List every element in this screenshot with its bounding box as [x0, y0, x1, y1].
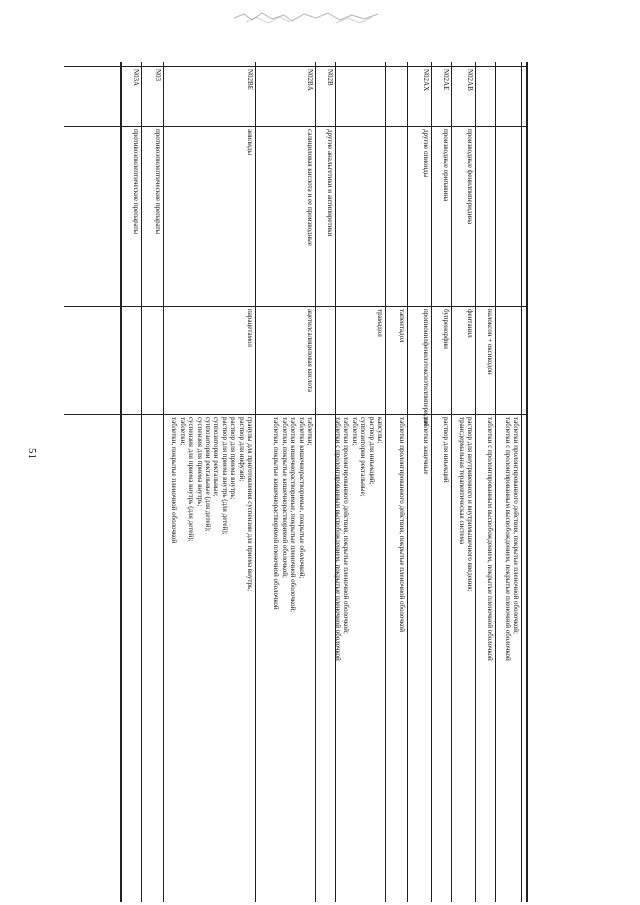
dosage-forms-cell	[432, 414, 452, 902]
group-cell	[476, 126, 496, 306]
substance-cell: бупренорфин	[442, 309, 450, 349]
substance-cell	[522, 306, 528, 414]
table-row	[408, 62, 432, 902]
code-cell: N03A	[132, 69, 140, 87]
table-row	[452, 62, 476, 902]
dosage-forms-cell	[452, 414, 476, 902]
dosage-form-line: таблетки;	[178, 417, 187, 446]
substance-cell	[122, 306, 142, 414]
dosage-form-line: таблетки защечные	[422, 417, 430, 475]
dosage-form-line: таблетки пролонгированного действия, покрытые пленочной оболочкой	[398, 417, 406, 633]
dosage-forms-cell	[476, 414, 496, 902]
column-divider	[64, 126, 528, 127]
dosage-forms-cell	[333, 414, 386, 902]
group-cell	[522, 126, 528, 306]
column-divider	[64, 306, 528, 307]
dosage-form-line: таблетки пролонгированного действия, покрытые пленочной оболочкой;	[342, 417, 351, 634]
substance-cell: трамадол	[376, 309, 384, 337]
group-cell: производные орипавина	[442, 129, 450, 202]
group-cell	[336, 126, 386, 306]
substance-cell: тапентадол	[398, 309, 406, 343]
code-cell: N02B	[326, 69, 334, 86]
group-cell	[386, 126, 408, 306]
dosage-form-line: таблетки кишечнорастворимые, покрытые оболочкой;	[297, 417, 306, 579]
code-cell	[476, 66, 496, 126]
group-cell: производные фенилпиперидина	[466, 129, 474, 225]
dosage-forms-cell	[164, 414, 256, 902]
dosage-form-line: капсулы;	[376, 417, 384, 444]
table-row	[432, 62, 452, 902]
dosage-forms-cell	[122, 414, 142, 902]
dosage-form-line: трансдермальная терапевтическая система	[457, 417, 466, 545]
dosage-form-line: таблетки с пролонгированным высвобождением, покрытые пленочной оболочкой	[333, 417, 342, 661]
dosage-form-line: таблетки пролонгированного действия, покрытые пленочной оболочкой;	[512, 417, 520, 634]
column-divider	[64, 414, 528, 415]
dosage-form-line: таблетки;	[350, 417, 359, 446]
group-cell: другие анальгетики и антипиретики	[326, 129, 334, 237]
dosage-form-line: раствор для приема внутрь (для детей);	[220, 417, 229, 535]
code-cell: N02AX	[422, 69, 430, 92]
page-number: 51	[26, 448, 38, 459]
table-row	[476, 62, 496, 902]
dosage-form-line: таблетки с пролонгированным высвобождением, покрытые пленочной оболочкой	[503, 417, 512, 661]
dosage-form-line: раствор для инфузий;	[237, 417, 246, 482]
dosage-forms-cell	[256, 414, 316, 902]
table-row	[316, 62, 336, 902]
substance-cell: ацетилсалициловая кислота	[306, 309, 314, 393]
dosage-forms-cell	[386, 414, 408, 902]
dosage-form-line: таблетки, покрытые пленочной оболочкой	[170, 417, 179, 544]
code-cell	[336, 66, 386, 126]
group-cell: противоэпилептические препараты	[132, 129, 140, 235]
dosage-forms-cell	[142, 414, 164, 902]
dosage-form-line: суспензия для приема внутрь (для детей);	[187, 417, 196, 542]
code-cell: N02BE	[246, 69, 254, 90]
dosage-form-line: таблетки кишечнорастворимые, покрытые пленочной оболочкой;	[289, 417, 298, 613]
dosage-form-line: раствор для инъекций	[442, 417, 450, 483]
dosage-forms-cell	[408, 414, 432, 902]
column-divider	[64, 66, 528, 67]
group-cell: анилиды	[246, 129, 254, 156]
group-cell: другие опиоиды	[422, 129, 430, 178]
substance-cell: налоксон + оксикодон	[486, 309, 494, 375]
dosage-form-line: таблетки, покрытые кишечнорастворимой оболочкой;	[280, 417, 289, 578]
group-cell: противоэпилептические препараты	[154, 129, 162, 235]
substance-cell: фентанил	[466, 309, 474, 338]
dosage-form-line: суппозитории ректальные;	[212, 417, 221, 497]
table-row	[522, 62, 528, 902]
code-cell	[386, 66, 408, 126]
table-row	[122, 62, 142, 902]
drug-classification-table	[64, 62, 528, 902]
table-row	[496, 62, 522, 902]
code-cell: N02AB	[466, 69, 474, 91]
dosage-form-line: таблетки, покрытые кишечнорастворимой пленочной оболочкой	[272, 417, 281, 610]
substance-cell: пропионилфенилэтоксиэтилпиперидин	[422, 309, 430, 426]
code-cell: N02BA	[306, 69, 314, 91]
dosage-form-line: раствор для приема внутрь;	[229, 417, 238, 500]
substance-cell	[142, 306, 164, 414]
dosage-forms-cell	[522, 414, 528, 902]
table-row	[164, 62, 256, 902]
substance-cell	[316, 306, 336, 414]
dosage-form-line: таблетки;	[306, 417, 314, 446]
table-row	[142, 62, 164, 902]
scan-artifact	[232, 8, 382, 26]
code-cell: N02AE	[442, 69, 450, 91]
table-viewport	[64, 62, 528, 902]
code-cell	[496, 66, 522, 126]
group-cell: салициловая кислота и ее производные	[306, 129, 314, 246]
dosage-form-line: суппозитории ректальные (для детей);	[203, 417, 212, 532]
dosage-forms-cell	[316, 414, 336, 902]
dosage-form-line: суспензия для приема внутрь;	[195, 417, 204, 507]
dosage-forms-cell	[496, 414, 522, 902]
code-cell: N03	[154, 69, 162, 82]
table-row	[333, 62, 386, 902]
code-cell	[522, 66, 528, 126]
dosage-form-line: суппозитории ректальные;	[359, 417, 368, 497]
group-cell	[496, 126, 522, 306]
row-divider	[120, 62, 122, 902]
substance-cell	[496, 306, 522, 414]
dosage-form-line: таблетки с пролонгированным высвобождением, покрытые пленочной оболочкой	[486, 417, 494, 661]
dosage-form-line: гранулы для приготовления суспензии для приема внутрь;	[246, 417, 254, 592]
table-row	[256, 62, 316, 902]
table-row	[386, 62, 408, 902]
substance-cell: парацетамол	[246, 309, 254, 347]
dosage-form-line: раствор для внутривенного и внутримышечного введения;	[466, 417, 474, 592]
dosage-form-line: раствор для инъекций;	[367, 417, 376, 485]
